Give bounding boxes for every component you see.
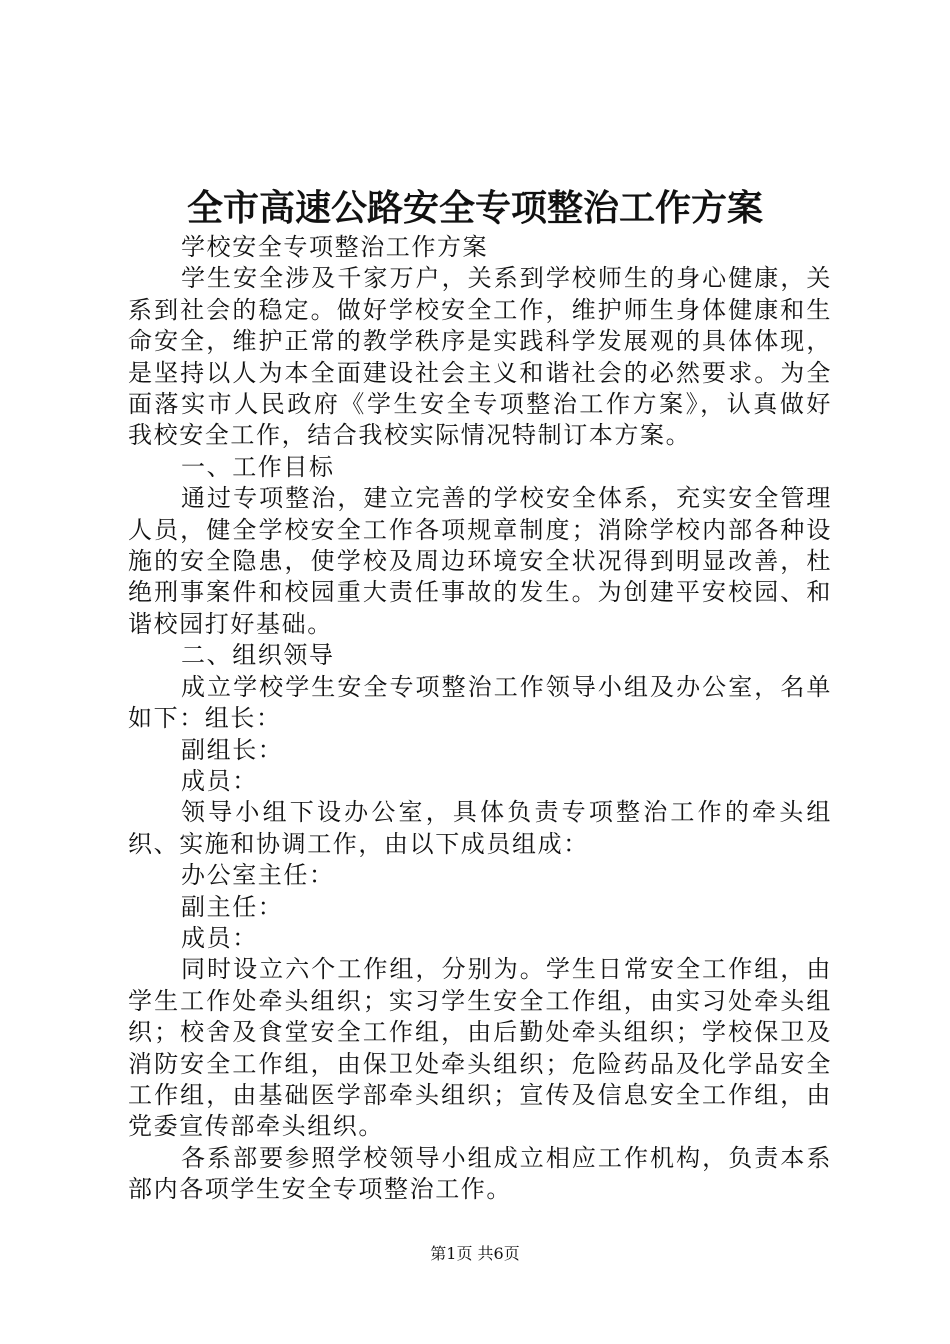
paragraph-subtitle: 学校安全专项整治工作方案 — [181, 233, 489, 261]
paragraph-members: 成员： — [181, 766, 258, 795]
paragraph-office-members: 成员： — [181, 923, 258, 952]
heading-work-goals: 一、工作目标 — [181, 452, 335, 481]
document-body — [128, 232, 832, 1206]
paragraph-deputy-director: 副主任： — [181, 892, 284, 921]
page-number-footer: 第1页 共6页 — [430, 1244, 520, 1263]
paragraph-leading-group: 成立学校学生安全专项整治工作领导小组及办公室，名单如下：组长： — [128, 672, 832, 733]
paragraph-working-groups: 同时设立六个工作组，分别为。学生日常安全工作组，由学生工作处牵头组织；实习学生安全工作组，由实习处牵头组织；校舍及食堂安全工作组，由后勤处牵头组织；学校保卫及消防安全工作组，由保卫处牵头组织；危险药品及化学品安全工作组，由基础医学部牵头组织；宣传及信息安全工作组，由党委宣传部牵头组织。 — [128, 955, 832, 1141]
paragraph-deputy-leader: 副组长： — [181, 735, 284, 764]
paragraph-intro: 学生安全涉及千家万户，关系到学校师生的身心健康，关系到社会的稳定。做好学校安全工作，维护师生身体健康和生命安全，维护正常的教学秩序是实践科学发展观的具体体现，是坚持以人为本全面建设社会主义和谐社会的必然要求。为全面落实市人民政府《学生安全专项整治工作方案》，认真做好我校安全工作，结合我校实际情况特制订本方案。 — [128, 264, 832, 450]
document-title: 全市高速公路安全专项整治工作方案 — [186, 187, 763, 229]
paragraph-office-director: 办公室主任： — [181, 861, 335, 890]
heading-organization: 二、组织领导 — [181, 641, 335, 670]
paragraph-departments: 各系部要参照学校领导小组成立相应工作机构，负责本系部内各项学生安全专项整治工作。 — [128, 1143, 832, 1204]
paragraph-office: 领导小组下设办公室，具体负责专项整治工作的牵头组织、实施和协调工作，由以下成员组成： — [128, 798, 832, 858]
paragraph-work-goals: 通过专项整治，建立完善的学校安全体系，充实安全管理人员，健全学校安全工作各项规章制度；消除学校内部各种设施的安全隐患，使学校及周边环境安全状况得到明显改善，杜绝刑事案件和校园重大责任事故的发生。为创建平安校园、和谐校园打好基础。 — [128, 484, 832, 638]
